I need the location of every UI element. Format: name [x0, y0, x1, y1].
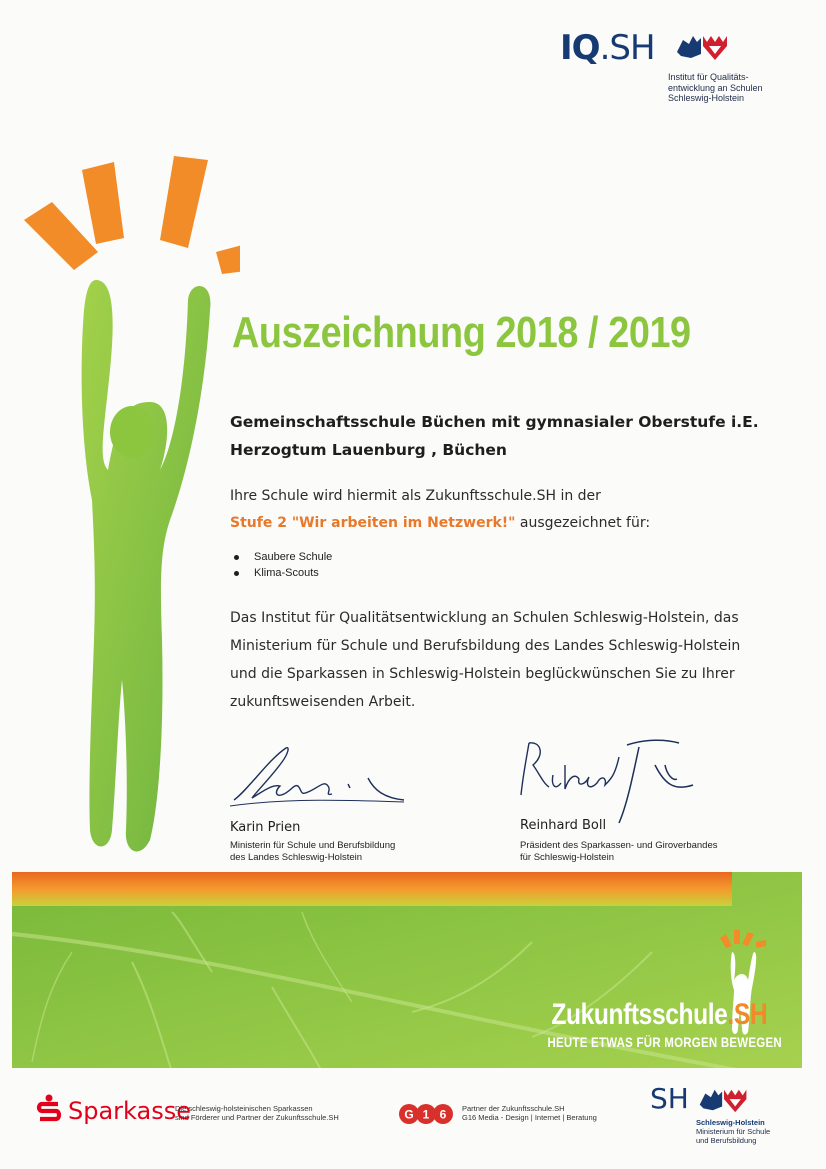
- signatory-role: Ministerin für Schule und Berufsbildung des Landes Schleswig-Holstein: [230, 840, 396, 863]
- sh-crest-icon: [696, 1086, 752, 1114]
- zukunftsschule-slogan: HEUTE ETWAS FÜR MORGEN BEWEGEN: [547, 1034, 782, 1050]
- sh-ministry-note: [696, 1118, 770, 1145]
- paragraph-line: Das Institut für Qualitätsentwicklung an Schulen Schleswig-Holstein, das: [230, 610, 739, 626]
- iqsh-wordmark: IQ.SH: [560, 28, 655, 68]
- g16-note: Partner der Zukunftsschule.SH G16 Media - Design | Internet | Beratung: [462, 1104, 597, 1122]
- certificate-title: Auszeichnung 2018 / 2019: [232, 308, 691, 357]
- figure-illustration: [0, 140, 240, 880]
- iqsh-logo: [560, 28, 800, 118]
- iqsh-subtitle: Institut für Qualitäts- entwicklung an Schulen Schleswig-Holstein: [668, 72, 763, 103]
- sparkasse-wordmark: Sparkasse: [68, 1097, 191, 1125]
- signatory-name: Karin Prien: [230, 820, 301, 835]
- svg-text:1: 1: [422, 1107, 430, 1122]
- signature-prien: [228, 740, 408, 815]
- intro-line: Ihre Schule wird hiermit als Zukunftsschule.SH in der: [230, 488, 601, 504]
- list-item: Saubere Schule: [232, 549, 332, 565]
- paragraph-line: und die Sparkassen in Schleswig-Holstein beglückwünschen Sie zu Ihrer: [230, 666, 735, 682]
- school-name: Gemeinschaftsschule Büchen mit gymnasialer Oberstufe i.E.: [230, 413, 759, 431]
- signatory-name: Reinhard Boll: [520, 818, 607, 833]
- sh-ministry-logo: [650, 1082, 770, 1118]
- sparkasse-note: Die schleswig-holsteinischen Sparkassen sind Förderer und Partner der Zukunftsschule.SH: [175, 1104, 339, 1122]
- paragraph-line: zukunftsweisenden Arbeit.: [230, 694, 416, 710]
- g16-logo-icon: [398, 1103, 454, 1125]
- stufe-line: [230, 515, 650, 531]
- signature-boll: [515, 735, 695, 825]
- stufe-label: Stufe 2 "Wir arbeiten im Netzwerk!": [230, 515, 516, 531]
- sparkasse-s-icon: [36, 1094, 62, 1124]
- sh-org: Schleswig-Holstein: [696, 1118, 765, 1127]
- svg-text:G: G: [404, 1107, 414, 1122]
- school-location: Herzogtum Lauenburg , Büchen: [230, 441, 507, 459]
- sh-wordmark: SH: [650, 1082, 689, 1115]
- sh-ministry: Ministerium für Schule und Berufsbildung: [696, 1127, 771, 1145]
- signatory-role: Präsident des Sparkassen- und Giroverbandes für Schleswig-Holstein: [520, 840, 718, 863]
- stufe-line-rest: ausgezeichnet für:: [515, 515, 651, 531]
- zukunftsschule-wordmark: Zukunftsschule.SH: [551, 998, 767, 1031]
- svg-text:6: 6: [439, 1107, 447, 1122]
- list-item: Klima-Scouts: [232, 565, 332, 581]
- sh-crest-icon: [675, 32, 731, 62]
- paragraph-line: Ministerium für Schule und Berufsbildung des Landes Schleswig-Holstein: [230, 638, 741, 654]
- zukunftsschule-banner: [12, 872, 802, 1068]
- project-list: [232, 549, 332, 581]
